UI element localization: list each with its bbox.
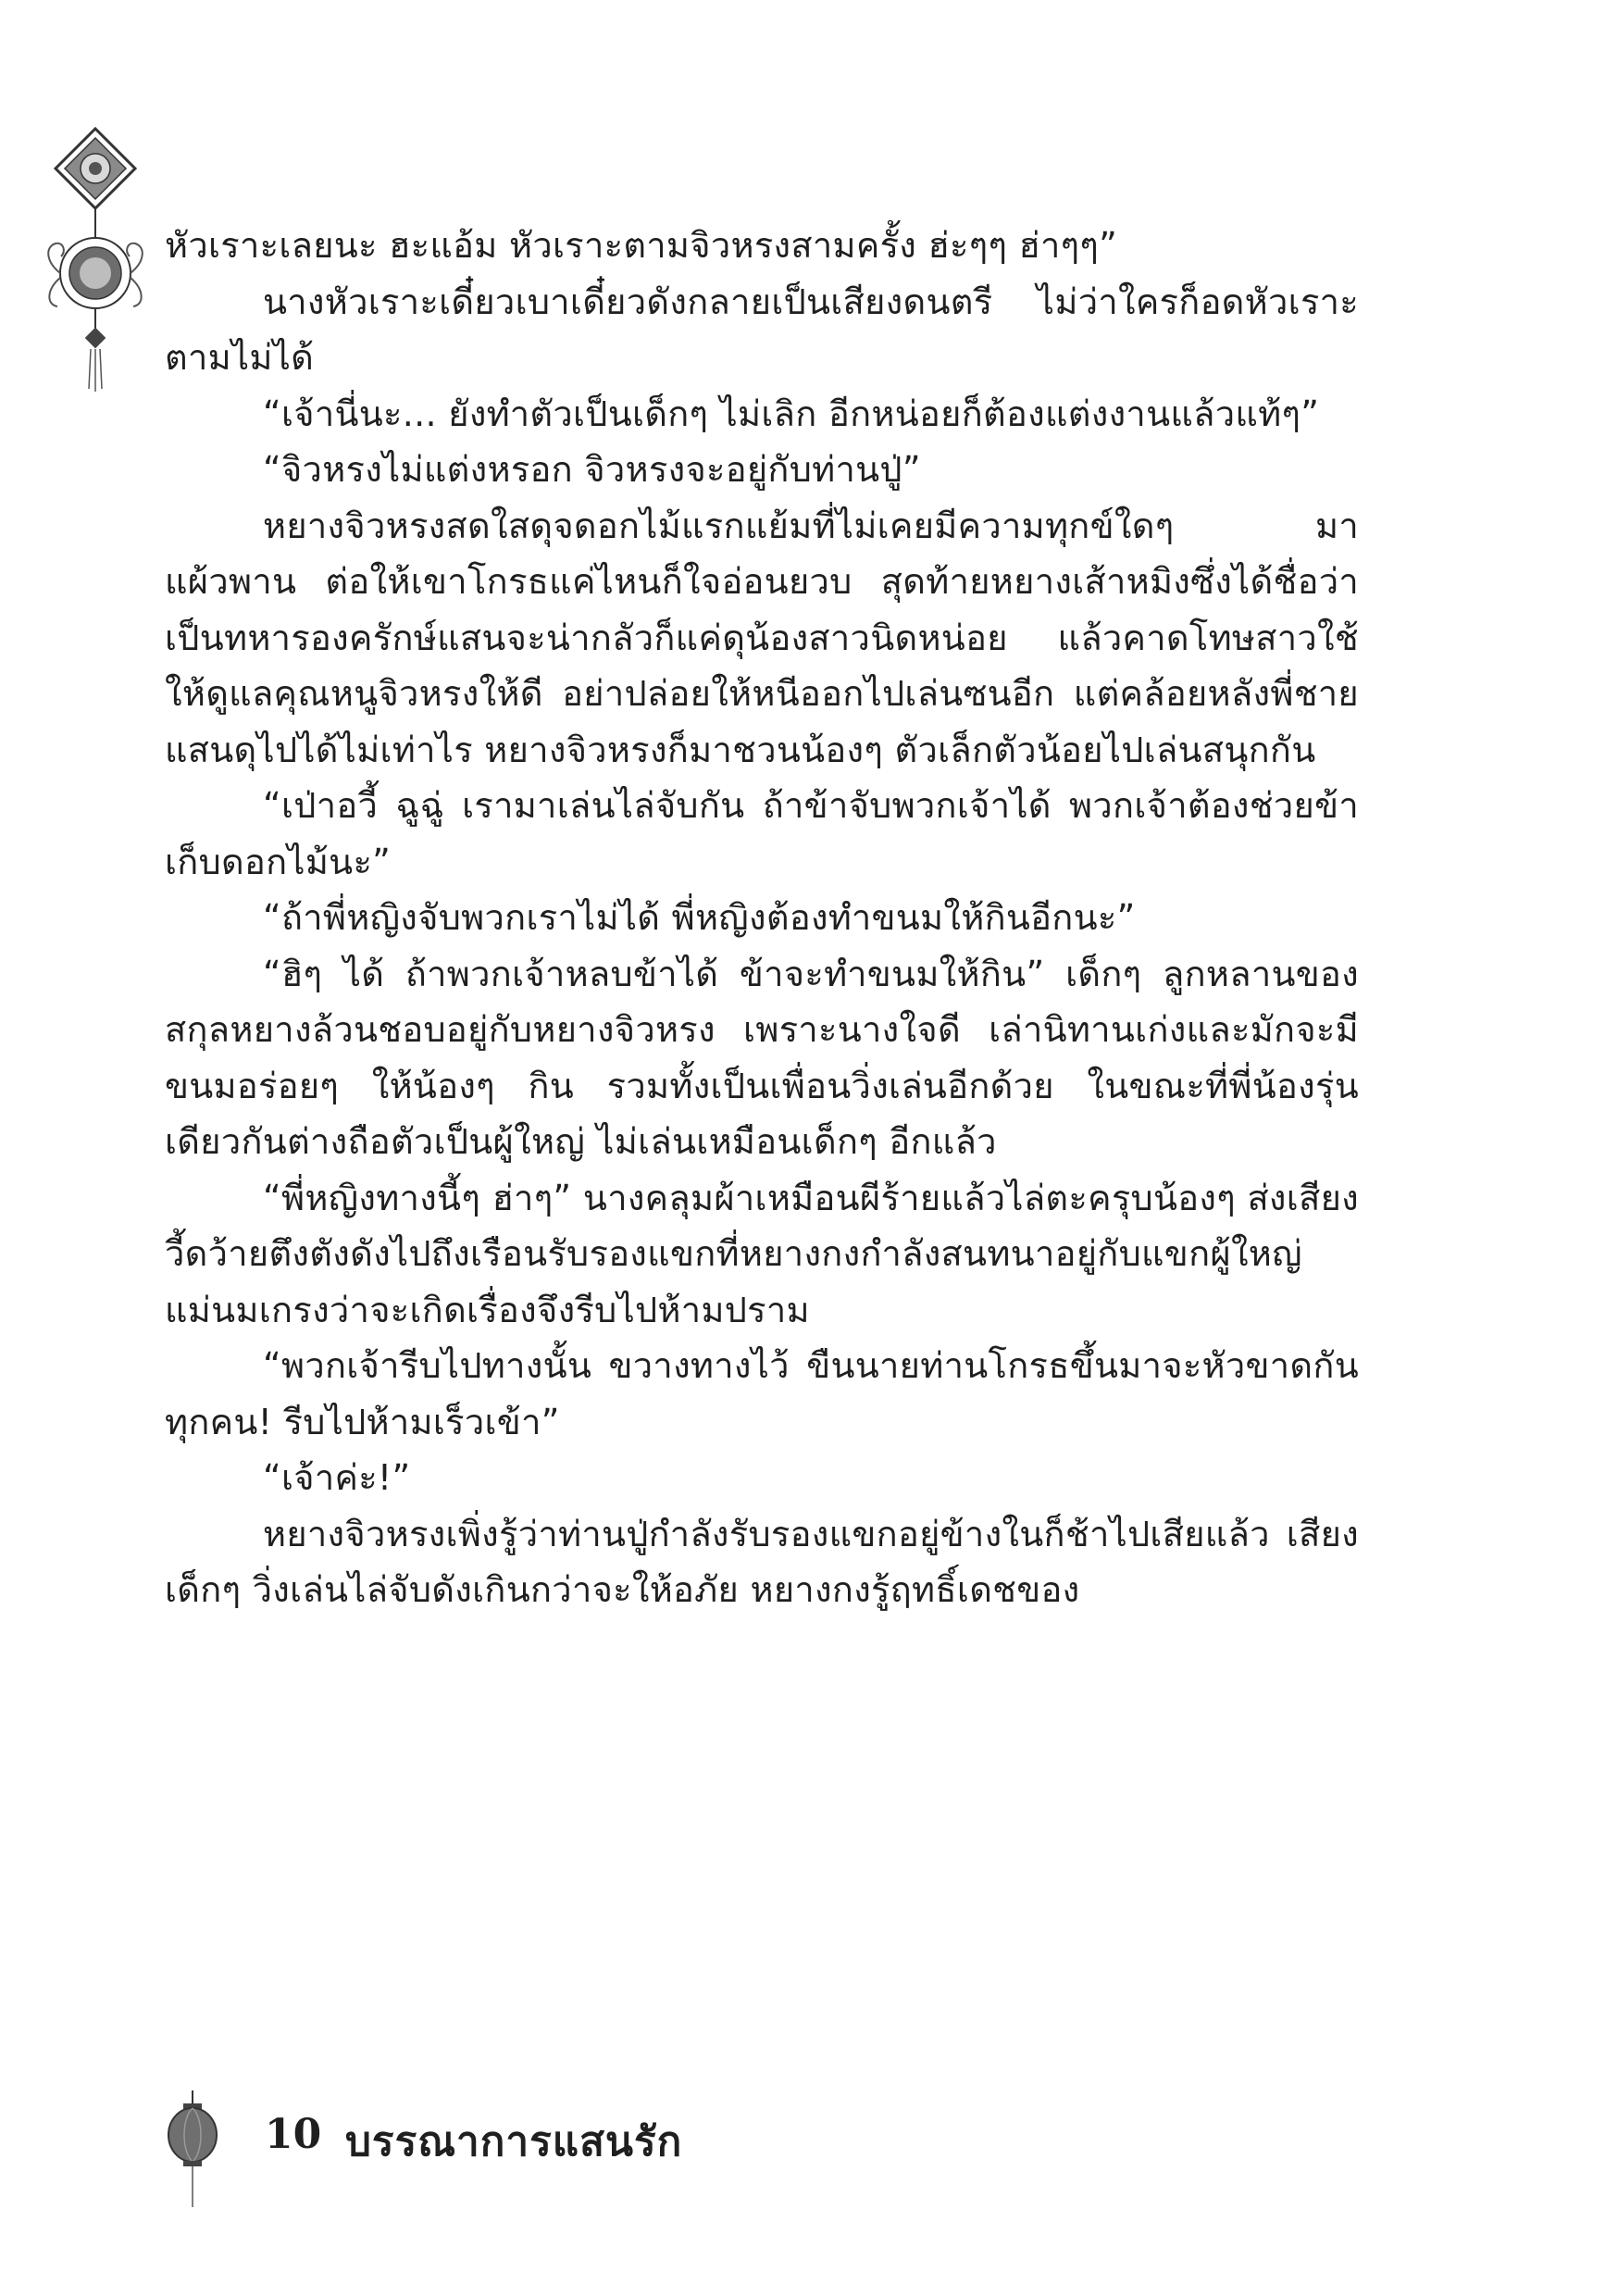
book-title: บรรณาการแสนรัก [345,2118,683,2165]
page-number: 10 [265,2111,322,2158]
text-body [165,218,1359,1618]
lantern-icon [165,2090,220,2211]
paragraph: “พี่หญิงทางนี้ๆ ฮ่าๆ” นางคลุมผ้าเหมือนผีร้ายแล้วไล่ตะครุบน้องๆ ส่งเสียงวี้ดว้ายตึงตังดังไปถึงเรือนรับรองแขกที่หยางกงกำลังสนทนาอยู่กับแขกผู้ใหญ่ แม่นมเกรงว่าจะเกิดเรื่องจึงรีบไปห้ามปราม [165,1177,1359,1330]
page-footer [165,2090,998,2183]
paragraph: หยางจิวหรงสดใสดุจดอกไม้แรกแย้มที่ไม่เคยมีความทุกข์ใดๆ มาแผ้วพาน ต่อให้เขาโกรธแค่ไหนก็ใจอ่อนยวบ สุดท้ายหยางเส้าหมิงซึ่งได้ชื่อว่าเป็นทหารองครักษ์แสนจะน่ากลัวก็แค่ดุน้องสาวนิดหน่อย แล้วคาดโทษสาวใช้ให้ดูแลคุณหนูจิวหรงให้ดี อย่าปล่อยให้หนีออกไปเล่นซนอีก แต่คล้อยหลังพี่ชายแสนดุไปได้ไม่เท่าไร หยางจิวหรงก็มาชวนน้องๆ ตัวเล็กตัวน้อยไปเล่นสนุกกัน [165,505,1359,770]
paragraph: นางหัวเราะเดี๋ยวเบาเดี๋ยวดังกลายเป็นเสียงดนตรี ไม่ว่าใครก็อดหัวเราะตามไม่ได้ [165,281,1359,378]
paragraph: “พวกเจ้ารีบไปทางนั้น ขวางทางไว้ ขืนนายท่านโกรธขึ้นมาจะหัวขาดกันทุกคน! รีบไปห้ามเร็วเข้า” [165,1345,1359,1442]
paragraph: “เจ้าค่ะ!” [263,1457,411,1498]
paragraph: “เป่าอวี้ ฉูฉู่ เรามาเล่นไล่จับกัน ถ้าข้าจับพวกเจ้าได้ พวกเจ้าต้องช่วยข้าเก็บดอกไม้นะ” [165,785,1359,882]
chinese-knot-ornament-icon [35,125,156,393]
paragraph: “เจ้านี่นะ... ยังทำตัวเป็นเด็กๆ ไม่เลิก อีกหน่อยก็ต้องแต่งงานแล้วแท้ๆ” [263,393,1320,434]
paragraph: หัวเราะเลยนะ ฮะแอ้ม หัวเราะตามจิวหรงสามครั้ง ฮ่ะๆๆ ฮ่าๆๆ” [165,225,1118,266]
paragraph: “ถ้าพี่หญิงจับพวกเราไม่ได้ พี่หญิงต้องทำขนมให้กินอีกนะ” [263,897,1136,938]
paragraph: “ฮิๆ ได้ ถ้าพวกเจ้าหลบข้าได้ ข้าจะทำขนมให้กิน” เด็กๆ ลูกหลานของสกุลหยางล้วนชอบอยู่กับหยางจิวหรง เพราะนางใจดี เล่านิทานเก่งและมักจะมีขนมอร่อยๆ ให้น้องๆ กิน รวมทั้งเป็นเพื่อนวิ่งเล่นอีกด้วย ในขณะที่พี่น้องรุ่นเดียวกันต่างถือตัวเป็นผู้ใหญ่ ไม่เล่นเหมือนเด็กๆ อีกแล้ว [165,953,1359,1162]
paragraph: “จิวหรงไม่แต่งหรอก จิวหรงจะอยู่กับท่านปู่” [263,449,921,490]
paragraph: หยางจิวหรงเพิ่งรู้ว่าท่านปู่กำลังรับรองแขกอยู่ข้างในก็ช้าไปเสียแล้ว เสียงเด็กๆ วิ่งเล่นไล่จับดังเกินกว่าจะให้อภัย หยางกงรู้ฤทธิ์เดชของ [165,1513,1359,1610]
